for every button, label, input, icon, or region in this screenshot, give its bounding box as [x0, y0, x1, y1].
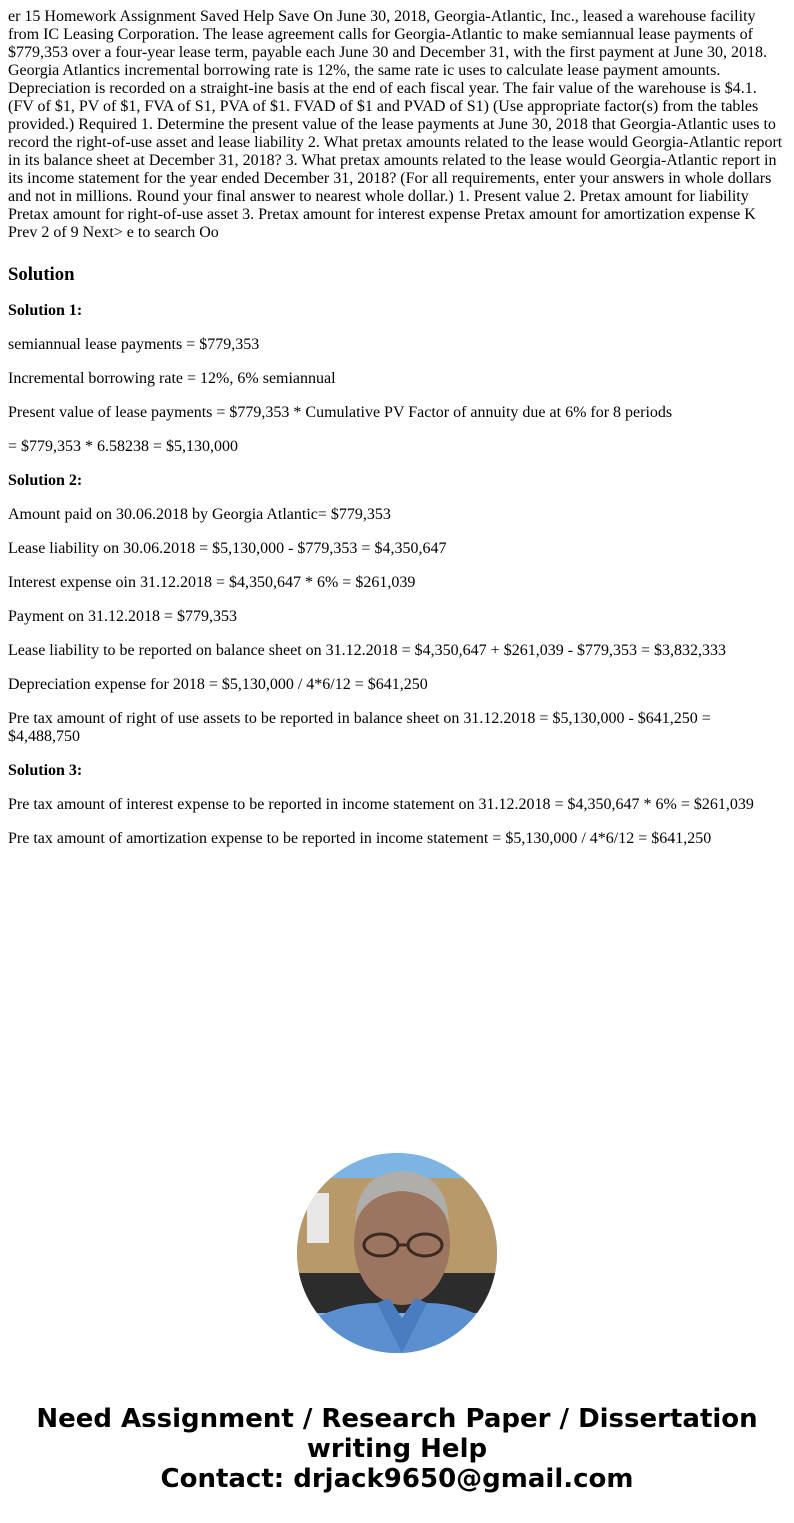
document-body: [8, 8, 786, 848]
question-text: er 15 Homework Assignment Saved Help Save On June 30, 2018, Georgia-Atlantic, Inc., leased a warehouse facility from IC Leasing Corporation. The lease agreement calls for Georgia-Atlantic to make semiannual lease payments of $779,353 over a four-year lease term, payable each June 30 and December 31, with the first payment at June 30, 2018. Georgia Atlantics incremental borrowing rate is 12%, the same rate ic uses to calculate lease payment amounts. Depreciation is recorded on a straight-ine basis at the end of each fiscal year. The fair value of the warehouse is $4.1. (FV of $1, PV of $1, FVA of S1, PVA of $1. FVAD of $1 and PVAD of S1) (Use appropriate factor(s) from the tables provided.) Required 1. Determine the present value of the lease payments at June 30, 2018 that Georgia-Atlantic uses to record the right-of-use asset and lease liability 2. What pretax amounts related to the lease would Georgia-Atlantic report in its balance sheet at December 31, 2018? 3. What pretax amounts related to the lease would Georgia-Atlantic report in its income statement for the year ended December 31, 2018? (For all requirements, enter your answers in whole dollars and not in millions. Round your final answer to nearest whole dollar.) 1. Present value 2. Pretax amount for liability Pretax amount for right-of-use asset 3. Pretax amount for interest expense Pretax amount for amortization expense K Prev 2 of 9 Next> e to search Oo: [8, 8, 783, 241]
solution-line: Incremental borrowing rate = 12%, 6% semiannual: [8, 370, 336, 387]
solution-2-heading: Solution 2:: [8, 472, 83, 489]
solution-line: Interest expense oin 31.12.2018 = $4,350,647 * 6% = $261,039: [8, 574, 416, 591]
solution-line: Pre tax amount of right of use assets to be reported in balance sheet on 31.12.2018 = $5,130,000 - $641,250 = $4,488,750: [8, 710, 711, 745]
promo-contact: Contact: drjack9650@gmail.com: [160, 1464, 634, 1494]
solution-3-heading: Solution 3:: [8, 762, 83, 779]
solution-line: Depreciation expense for 2018 = $5,130,000 / 4*6/12 = $641,250: [8, 676, 428, 693]
solution-line: Lease liability on 30.06.2018 = $5,130,000 - $779,353 = $4,350,647: [8, 540, 447, 557]
solution-title: Solution: [8, 264, 75, 285]
promo-line-1: Need Assignment / Research Paper / Dissertation: [36, 1404, 758, 1434]
solution-line: Lease liability to be reported on balance sheet on 31.12.2018 = $4,350,647 + $261,039 - $779,353 = $3,832,333: [8, 642, 727, 659]
solution-line: Payment on 31.12.2018 = $779,353: [8, 608, 238, 625]
promo-line-2: writing Help: [306, 1434, 488, 1464]
portrait-photo-icon: [297, 1153, 497, 1353]
solution-line: = $779,353 * 6.58238 = $5,130,000: [8, 438, 239, 455]
avatar: [297, 1153, 497, 1353]
solution-1-heading: Solution 1:: [8, 302, 83, 319]
promo-banner: [0, 1404, 794, 1494]
solution-line: Pre tax amount of amortization expense to be reported in income statement = $5,130,000 / 4*6/12 = $641,250: [8, 830, 712, 847]
solution-line: Pre tax amount of interest expense to be reported in income statement on 31.12.2018 = $4,350,647 * 6% = $261,039: [8, 796, 754, 813]
solution-line: semiannual lease payments = $779,353: [8, 336, 260, 353]
solution-line: Amount paid on 30.06.2018 by Georgia Atlantic= $779,353: [8, 506, 391, 523]
solution-line: Present value of lease payments = $779,353 * Cumulative PV Factor of annuity due at 6% for 8 periods: [8, 404, 673, 421]
